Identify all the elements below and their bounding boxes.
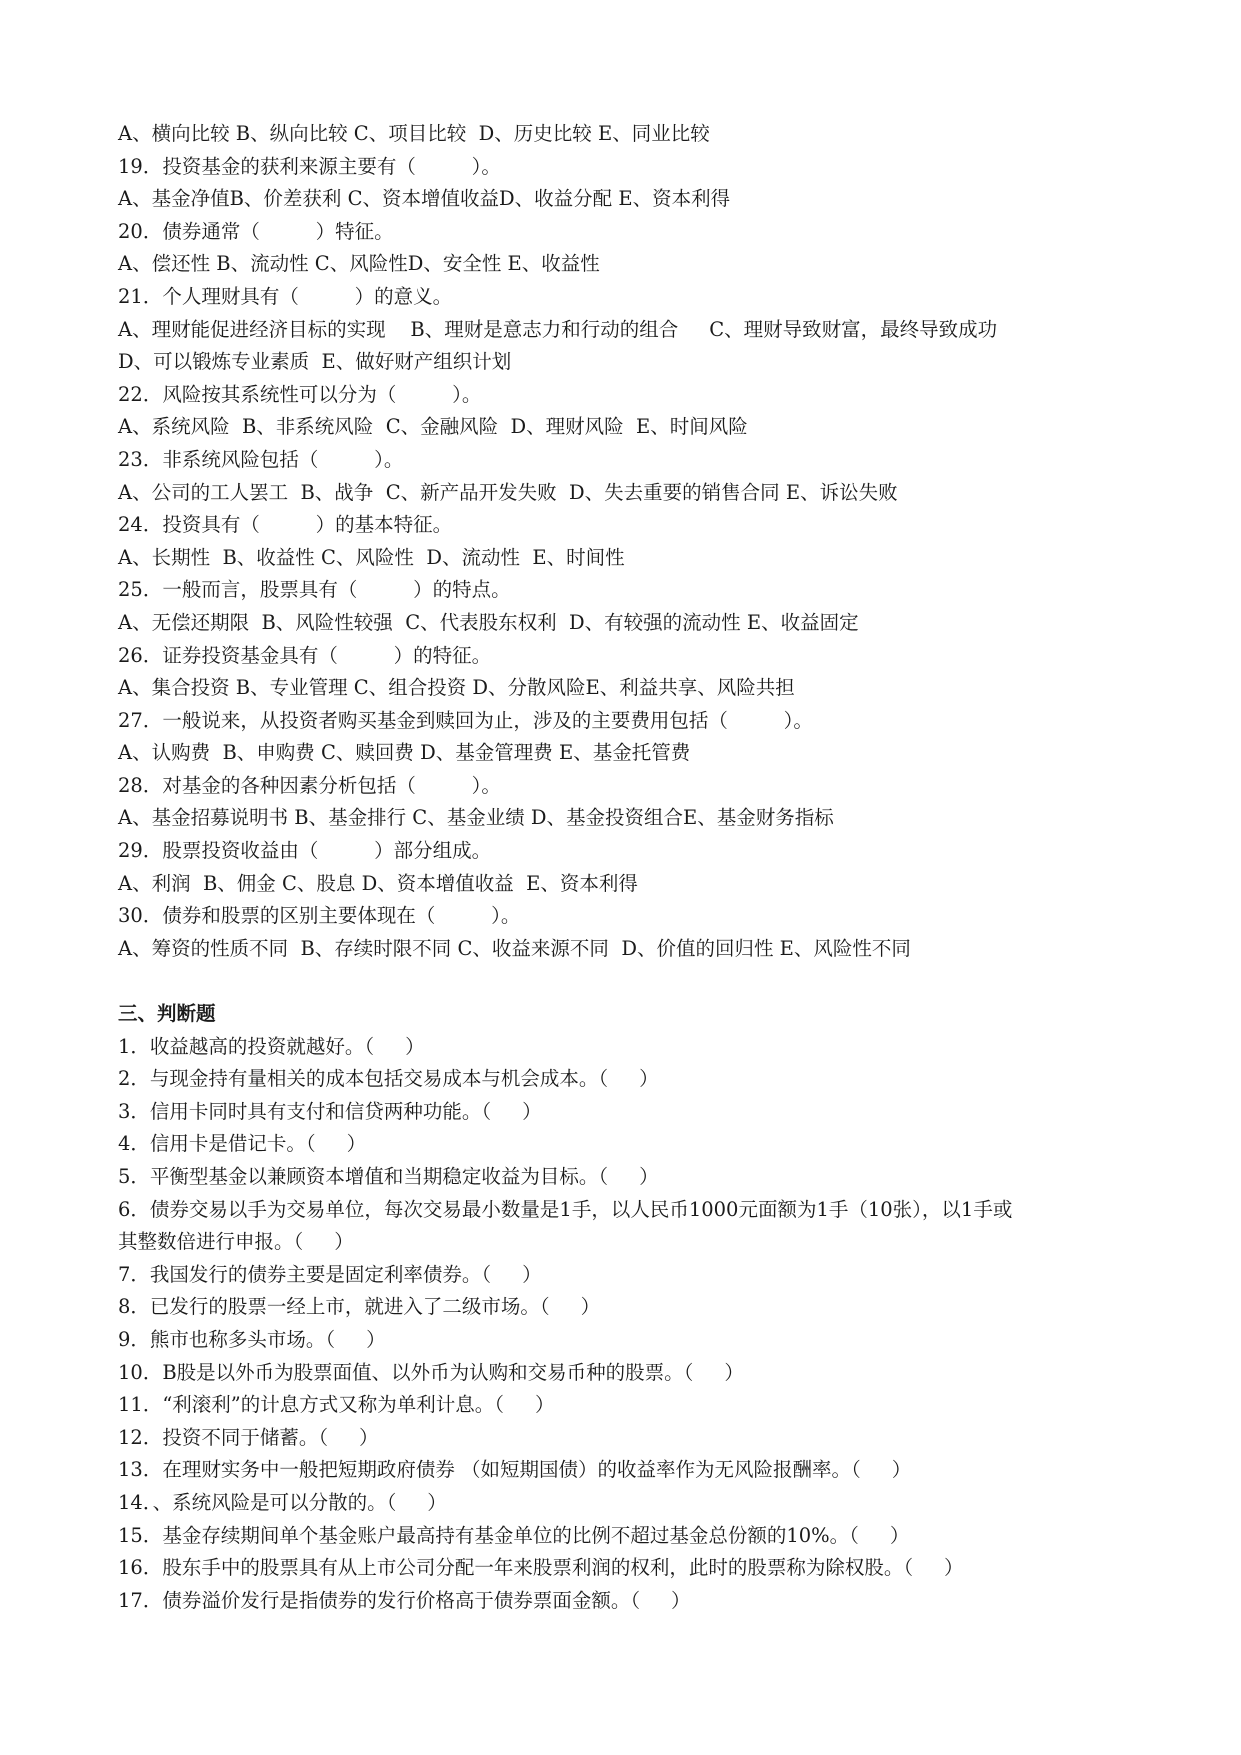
question-line: A、集合投资 B、专业管理 C、组合投资 D、分散风险E、利益共享、风险共担 <box>118 676 795 700</box>
statement-line: 10．B股是以外币为股票面值、以外币为认购和交易币种的股票。（ ） <box>118 1360 744 1384</box>
statement-line: 13．在理财实务中一般把短期政府债券 （如短期国债）的收益率作为无风险报酬率。（ ） <box>118 1458 912 1482</box>
question-line: 26．证券投资基金具有（ ）的特征。 <box>118 643 492 667</box>
question-line: 27．一般说来，从投资者购买基金到赎回为止，涉及的主要费用包括（ ）。 <box>118 708 813 732</box>
section-gap <box>118 965 1138 998</box>
question-line: A、偿还性 B、流动性 C、风险性D、安全性 E、收益性 <box>118 252 600 276</box>
statement-line: 5．平衡型基金以兼顾资本增值和当期稳定收益为目标。（ ） <box>118 1165 659 1188</box>
question-line: A、公司的工人罢工 B、战争 C、新产品开发失败 D、失去重要的销售合同 E、诉讼失败 <box>118 480 898 504</box>
statement-line: 8．已发行的股票一经上市，就进入了二级市场。（ ） <box>118 1295 601 1319</box>
question-line: 30．债券和股票的区别主要体现在（ ）。 <box>118 904 521 928</box>
statement-line: 17．债券溢价发行是指债券的发行价格高于债券票面金额。（ ） <box>118 1588 691 1612</box>
multiple-choice-section <box>118 118 1138 965</box>
statement-line: 1．收益越高的投资就越好。（ ） <box>118 1034 425 1058</box>
statement-line: 12．投资不同于储蓄。（ ） <box>118 1425 379 1449</box>
section-heading: 三、判断题 <box>118 1002 216 1026</box>
page-content <box>118 118 1138 1617</box>
statement-line: 16．股东手中的股票具有从上市公司分配一年来股票利润的权利，此时的股票称为除权股。（ ） <box>118 1556 964 1580</box>
question-line: A、基金净值B、价差获利 C、资本增值收益D、收益分配 E、资本利得 <box>118 187 731 211</box>
statement-line: 6．债券交易以手为交易单位，每次交易最小数量是1手，以人民币1000元面额为1手（10张），以1手或 <box>118 1197 1013 1221</box>
statement-line: 15．基金存续期间单个基金账户最高持有基金单位的比例不超过基金总份额的10%。（ ） <box>118 1523 910 1547</box>
question-line: A、认购费 B、申购费 C、赎回费 D、基金管理费 E、基金托管费 <box>118 741 691 765</box>
question-line: 29．股票投资收益由（ ）部分组成。 <box>118 839 492 863</box>
statement-line: 14．、系统风险是可以分散的。（ ） <box>118 1490 447 1514</box>
question-line: A、系统风险 B、非系统风险 C、金融风险 D、理财风险 E、时间风险 <box>118 415 748 439</box>
question-line: A、长期性 B、收益性 C、风险性 D、流动性 E、时间性 <box>118 545 625 569</box>
statement-line: 9．熊市也称多头市场。（ ） <box>118 1327 386 1351</box>
question-line: A、横向比较 B、纵向比较 C、项目比较 D、历史比较 E、同业比较 <box>118 122 710 145</box>
question-line: 20．债券通常（ ）特征。 <box>118 219 394 243</box>
question-line: 22．风险按其系统性可以分为（ ）。 <box>118 382 482 406</box>
statement-line: 7．我国发行的债券主要是固定利率债券。（ ） <box>118 1262 542 1286</box>
statement-line: 4．信用卡是借记卡。（ ） <box>118 1132 367 1156</box>
question-line: A、无偿还期限 B、风险性较强 C、代表股东权利 D、有较强的流动性 E、收益固定 <box>118 610 859 634</box>
statement-line: 2．与现金持有量相关的成本包括交易成本与机会成本。（ ） <box>118 1067 659 1091</box>
question-line: D、可以锻炼专业素质 E、做好财产组织计划 <box>118 350 512 374</box>
statement-line: 其整数倍进行申报。（ ） <box>118 1230 354 1254</box>
question-line: 21．个人理财具有（ ）的意义。 <box>118 284 453 308</box>
question-line: A、利润 B、佣金 C、股息 D、资本增值收益 E、资本利得 <box>118 871 638 895</box>
question-line: 25．一般而言，股票具有（ ）的特点。 <box>118 578 511 602</box>
question-line: 19．投资基金的获利来源主要有（ ）。 <box>118 154 501 178</box>
question-line: 28．对基金的各种因素分析包括（ ）。 <box>118 773 501 797</box>
true-false-section <box>118 1031 1138 1618</box>
question-line: 23．非系统风险包括（ ）。 <box>118 447 404 471</box>
question-line: A、基金招募说明书 B、基金排行 C、基金业绩 D、基金投资组合E、基金财务指标 <box>118 806 834 830</box>
question-line: A、筹资的性质不同 B、存续时限不同 C、收益来源不同 D、价值的回归性 E、风险性不同 <box>118 936 911 960</box>
question-line: A、理财能促进经济目标的实现 B、理财是意志力和行动的组合 C、理财导致财富，最终导致成功 <box>118 317 998 341</box>
question-line: 24．投资具有（ ）的基本特征。 <box>118 513 453 537</box>
statement-line: 3．信用卡同时具有支付和信贷两种功能。（ ） <box>118 1099 542 1123</box>
statement-line: 11．“利滚利”的计息方式又称为单利计息。（ ） <box>118 1393 555 1417</box>
